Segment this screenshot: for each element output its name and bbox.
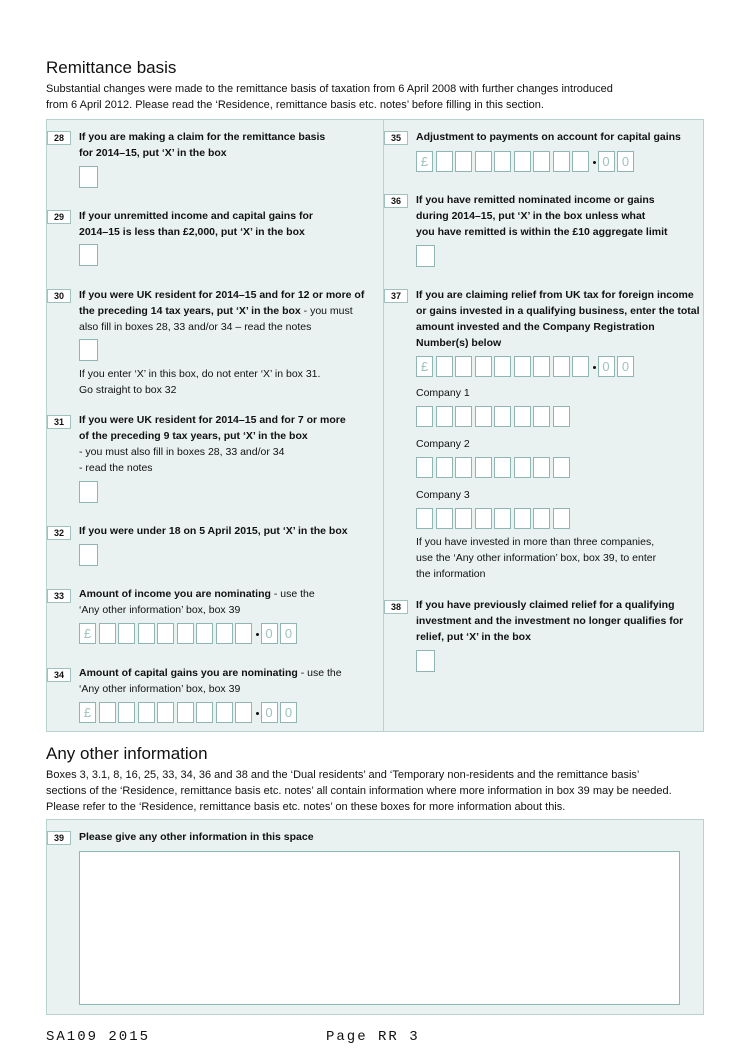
digit-cell[interactable] <box>436 356 453 377</box>
box-number-32: 32 <box>47 526 71 540</box>
digit-cell[interactable] <box>572 356 589 377</box>
registration-digit-cell[interactable] <box>436 406 453 427</box>
digit-cell[interactable] <box>216 702 233 723</box>
checkbox-29[interactable] <box>79 244 98 266</box>
question-38: If you have previously claimed relief for a qualifying investment and the investment no longer qualifies for relief, put ‘X’ in the box <box>416 599 684 643</box>
registration-digit-cell[interactable] <box>416 508 433 529</box>
registration-digit-cell[interactable] <box>553 457 570 478</box>
registration-digit-cell[interactable] <box>533 508 550 529</box>
form-reference: SA109 2015 <box>46 1029 151 1045</box>
digit-cell[interactable] <box>99 623 116 644</box>
pence-cell: 0 <box>598 356 615 377</box>
digit-cell[interactable] <box>475 356 492 377</box>
digit-cell[interactable] <box>514 356 531 377</box>
checkbox-28[interactable] <box>79 166 98 188</box>
pence-cell: 0 <box>280 702 297 723</box>
box-number-38: 38 <box>384 600 408 614</box>
box-number-37: 37 <box>384 289 408 303</box>
pound-sign-cell: £ <box>79 702 96 723</box>
question-29: If your unremitted income and capital gains for 2014–15 is less than £2,000, put ‘X’ in the box <box>79 210 313 238</box>
question-39: Please give any other information in this space <box>79 831 314 843</box>
digit-cell[interactable] <box>177 623 194 644</box>
pence-cell: 0 <box>261 623 278 644</box>
company-2-label: Company 2 <box>416 438 470 450</box>
question-36: If you have remitted nominated income or gains during 2014–15, put ‘X’ in the box unless what you have remitted is within the £10 aggregate limit <box>416 194 668 238</box>
section-intro-line-1: Substantial changes were made to the remittance basis of taxation from 6 April 2008 with further changes introduced <box>46 83 613 95</box>
box-number-34: 34 <box>47 668 71 682</box>
registration-digit-cell[interactable] <box>533 406 550 427</box>
question-35: Adjustment to payments on account for capital gains <box>416 131 681 143</box>
section-intro-line-2: from 6 April 2012. Please read the ‘Residence, remittance basis etc. notes’ before filling in this section. <box>46 99 544 111</box>
checkbox-30[interactable] <box>79 339 98 361</box>
registration-digit-cell[interactable] <box>553 406 570 427</box>
question-33: Amount of income you are nominating - use the ‘Any other information’ box, box 39 <box>79 588 315 616</box>
decimal-point <box>593 161 596 164</box>
digit-cell[interactable] <box>138 702 155 723</box>
other-information-textarea[interactable] <box>79 851 680 1005</box>
pence-cell: 0 <box>617 356 634 377</box>
question-37: If you are claiming relief from UK tax for foreign income or gains invested in a qualifying business, enter the total amount invested and the Company Registration Number(s) below <box>416 289 700 349</box>
digit-cell[interactable] <box>533 151 550 172</box>
digit-cell[interactable] <box>455 151 472 172</box>
pound-sign-cell: £ <box>79 623 96 644</box>
panel-divider <box>383 120 384 731</box>
company-3-label: Company 3 <box>416 489 470 501</box>
digit-cell[interactable] <box>514 151 531 172</box>
box-number-35: 35 <box>384 131 408 145</box>
pound-sign-cell: £ <box>416 356 433 377</box>
question-32: If you were under 18 on 5 April 2015, put ‘X’ in the box <box>79 525 348 537</box>
digit-cell[interactable] <box>196 702 213 723</box>
digit-cell[interactable] <box>494 151 511 172</box>
other-intro-line-3: Please refer to the ‘Residence, remittance basis etc. notes’ on these boxes for more information about this. <box>46 801 566 813</box>
digit-cell[interactable] <box>118 623 135 644</box>
digit-cell[interactable] <box>455 356 472 377</box>
digit-cell[interactable] <box>216 623 233 644</box>
pence-cell: 0 <box>261 702 278 723</box>
registration-digit-cell[interactable] <box>494 406 511 427</box>
question-28: If you are making a claim for the remittance basis for 2014–15, put ‘X’ in the box <box>79 131 326 159</box>
pence-cell: 0 <box>598 151 615 172</box>
pound-sign-cell: £ <box>416 151 433 172</box>
other-intro-line-1: Boxes 3, 3.1, 8, 16, 25, 33, 34, 36 and 38 and the ‘Dual residents’ and ‘Temporary non-residents and the remittance basis’ <box>46 769 640 781</box>
registration-digit-cell[interactable] <box>455 508 472 529</box>
question-30-note: If you enter ‘X’ in this box, do not enter ‘X’ in box 31. Go straight to box 32 <box>79 368 321 396</box>
section-title-remittance: Remittance basis <box>46 58 177 77</box>
checkbox-31[interactable] <box>79 481 98 503</box>
digit-cell[interactable] <box>177 702 194 723</box>
digit-cell[interactable] <box>494 356 511 377</box>
registration-digit-cell[interactable] <box>475 406 492 427</box>
checkbox-32[interactable] <box>79 544 98 566</box>
page-number: Page RR 3 <box>326 1029 420 1045</box>
box-number-28: 28 <box>47 131 71 145</box>
box-number-29: 29 <box>47 210 71 224</box>
box-number-30: 30 <box>47 289 71 303</box>
registration-digit-cell[interactable] <box>436 508 453 529</box>
decimal-point <box>256 633 259 636</box>
decimal-point <box>593 366 596 369</box>
pence-cell: 0 <box>617 151 634 172</box>
checkbox-36[interactable] <box>416 245 435 267</box>
digit-cell[interactable] <box>572 151 589 172</box>
digit-cell[interactable] <box>99 702 116 723</box>
box-number-31: 31 <box>47 415 71 429</box>
registration-digit-cell[interactable] <box>514 508 531 529</box>
question-34: Amount of capital gains you are nominating - use the ‘Any other information’ box, box 39 <box>79 667 342 695</box>
question-31: If you were UK resident for 2014–15 and for 7 or more of the preceding 9 tax years, put ‘X’ in the box - you must also fill in boxes 28, 33 and/or 34 - read the notes <box>79 414 346 474</box>
company-1-label: Company 1 <box>416 387 470 399</box>
other-intro-line-2: sections of the ‘Residence, remittance basis etc. notes’ all contain information where more information in box 39 may be needed. <box>46 785 672 797</box>
digit-cell[interactable] <box>533 356 550 377</box>
digit-cell[interactable] <box>118 702 135 723</box>
section-title-other-information: Any other information <box>46 744 208 763</box>
digit-cell[interactable] <box>157 623 174 644</box>
registration-digit-cell[interactable] <box>494 508 511 529</box>
registration-digit-cell[interactable] <box>455 406 472 427</box>
registration-digit-cell[interactable] <box>533 457 550 478</box>
registration-digit-cell[interactable] <box>553 508 570 529</box>
digit-cell[interactable] <box>138 623 155 644</box>
decimal-point <box>256 712 259 715</box>
registration-digit-cell[interactable] <box>455 457 472 478</box>
pence-cell: 0 <box>280 623 297 644</box>
question-37-note: If you have invested in more than three companies, use the ‘Any other information’ box, box 39, to enter the information <box>416 536 657 580</box>
registration-digit-cell[interactable] <box>475 508 492 529</box>
digit-cell[interactable] <box>235 623 252 644</box>
digit-cell[interactable] <box>235 702 252 723</box>
digit-cell[interactable] <box>196 623 213 644</box>
registration-digit-cell[interactable] <box>436 457 453 478</box>
registration-digit-cell[interactable] <box>475 457 492 478</box>
registration-digit-cell[interactable] <box>514 457 531 478</box>
box-number-39: 39 <box>47 831 71 845</box>
registration-digit-cell[interactable] <box>416 406 433 427</box>
box-number-36: 36 <box>384 194 408 208</box>
checkbox-38[interactable] <box>416 650 435 672</box>
question-30: If you were UK resident for 2014–15 and for 12 or more of the preceding 14 tax years, put ‘X’ in the box - you must also fill in boxes 28, 33 and/or 34 – read the notes <box>79 289 365 333</box>
digit-cell[interactable] <box>553 151 570 172</box>
registration-digit-cell[interactable] <box>494 457 511 478</box>
digit-cell[interactable] <box>157 702 174 723</box>
registration-digit-cell[interactable] <box>416 457 433 478</box>
digit-cell[interactable] <box>553 356 570 377</box>
registration-digit-cell[interactable] <box>514 406 531 427</box>
digit-cell[interactable] <box>475 151 492 172</box>
box-number-33: 33 <box>47 589 71 603</box>
digit-cell[interactable] <box>436 151 453 172</box>
